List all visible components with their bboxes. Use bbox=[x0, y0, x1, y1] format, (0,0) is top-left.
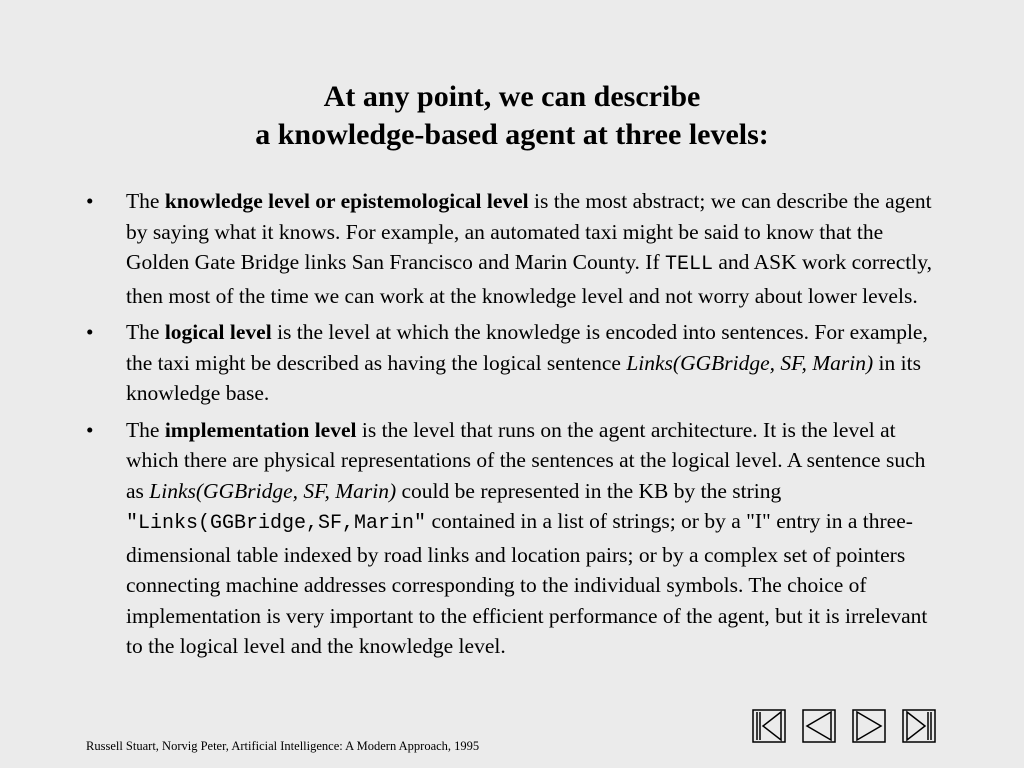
previous-slide-button[interactable] bbox=[802, 709, 836, 743]
previous-slide-icon bbox=[802, 709, 836, 743]
next-slide-button[interactable] bbox=[852, 709, 886, 743]
code-tell: TELL bbox=[665, 253, 714, 276]
bullet-marker: • bbox=[86, 417, 94, 442]
title-line-2: a knowledge-based agent at three levels: bbox=[255, 118, 769, 151]
bullet-text: is the level at which the knowledge is encoded into sentences. For example, the taxi might be described as having the logical sentence bbox=[126, 320, 928, 375]
term-implementation-level: implementation level bbox=[164, 417, 357, 442]
title-line-1: At any point, we can describe bbox=[323, 80, 701, 113]
logical-sentence: Links(GGBridge, SF, Marin) bbox=[626, 350, 874, 375]
last-slide-button[interactable] bbox=[902, 709, 936, 743]
bullet-list bbox=[86, 186, 946, 668]
first-slide-icon bbox=[752, 709, 786, 743]
slide-title bbox=[0, 78, 1024, 154]
slide-navigation bbox=[752, 709, 936, 743]
bullet-text: is the level that runs on the agent architecture. It is the level at which there are physical representations of the sentences at the logical level. A sentence such as bbox=[126, 417, 926, 503]
bullet-logical-level bbox=[86, 317, 946, 409]
term-knowledge-level: knowledge level or epistemological level bbox=[164, 189, 529, 213]
bullet-marker: • bbox=[86, 320, 94, 344]
footer-citation: Russell Stuart, Norvig Peter, Artificial Intelligence: A Modern Approach, 1995 bbox=[86, 739, 480, 753]
bullet-text: and ASK work correctly, then most of the time we can work at the knowledge level and not worry about lower levels. bbox=[126, 250, 932, 308]
bullet-implementation-level bbox=[86, 415, 946, 662]
bullet-text-prefix: The bbox=[126, 189, 165, 213]
bullet-text: contained in a list of strings; or by a "I" entry in a three-dimensional table indexed by road links and location pairs; or by a complex set of pointers connecting machine addresses corresponding to the individual symbols. The choice of implementation is very important to the efficient performance of the agent, but it is irrelevant to the logical level and the knowledge level. bbox=[126, 509, 928, 658]
bullet-text: could be represented in the KB by the string bbox=[396, 478, 782, 503]
first-slide-button[interactable] bbox=[752, 709, 786, 743]
bullet-marker: • bbox=[86, 189, 94, 213]
term-logical-level: logical level bbox=[164, 320, 272, 344]
bullet-text: in its knowledge base. bbox=[126, 350, 921, 405]
next-slide-icon bbox=[852, 709, 886, 743]
last-slide-icon bbox=[902, 709, 936, 743]
bullet-knowledge-level bbox=[86, 186, 946, 311]
bullet-text-prefix: The bbox=[126, 320, 165, 344]
code-string: "Links(GGBridge,SF,Marin" bbox=[126, 512, 427, 535]
bullet-text-prefix: The bbox=[126, 417, 165, 442]
bullet-text: is the most abstract; we can describe the agent by saying what it knows. For example, an automated taxi might be said to know that the Golden Gate Bridge links San Francisco and Marin County. If bbox=[126, 189, 932, 274]
logical-sentence: Links(GGBridge, SF, Marin) bbox=[149, 478, 397, 503]
